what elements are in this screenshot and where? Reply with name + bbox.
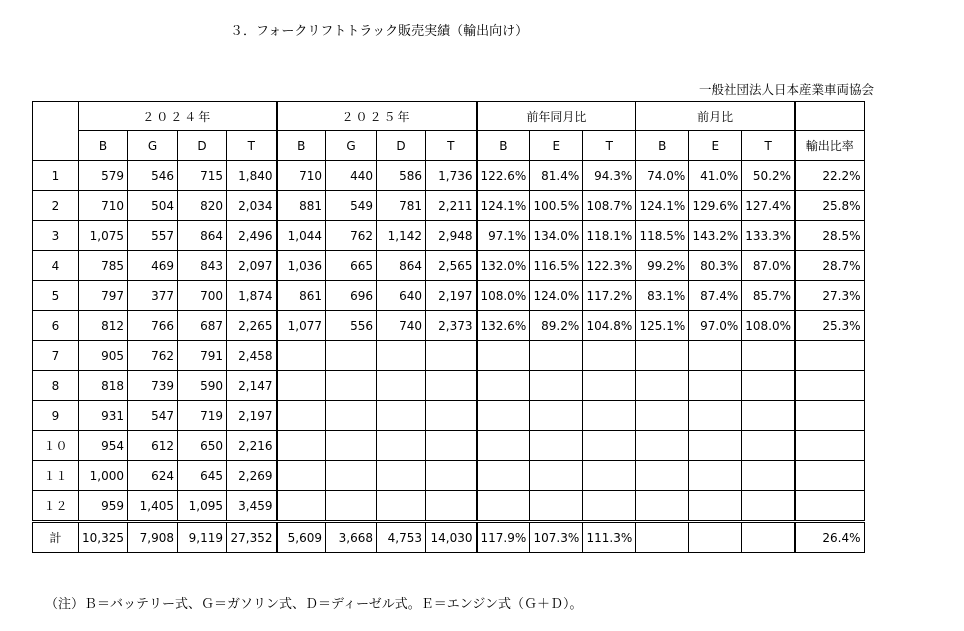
cell-mom [636, 522, 689, 553]
sub-header-2025-t: T [426, 131, 477, 161]
cell-2024: 3,459 [227, 491, 277, 522]
ratio-header: 輸出比率 [795, 131, 864, 161]
cell-mom: 108.0% [742, 311, 795, 341]
table-row [33, 341, 865, 371]
cell-2025: 762 [326, 221, 377, 251]
sub-header-2024-g: G [128, 131, 178, 161]
cell-2025 [326, 461, 377, 491]
cell-2025: 2,565 [426, 251, 477, 281]
cell-2025: 2,948 [426, 221, 477, 251]
cell-mom: 129.6% [689, 191, 742, 221]
sub-header-2024-b: B [79, 131, 128, 161]
cell-2024: 2,265 [227, 311, 277, 341]
cell-2024: 739 [128, 371, 178, 401]
cell-2025 [277, 491, 326, 522]
cell-2024: 762 [128, 341, 178, 371]
cell-mom [689, 371, 742, 401]
cell-2024: 590 [178, 371, 227, 401]
cell-2025: 710 [277, 161, 326, 191]
cell-mom [689, 522, 742, 553]
cell-2025 [377, 371, 426, 401]
cell-mom: 124.1% [636, 191, 689, 221]
cell-mom: 125.1% [636, 311, 689, 341]
sub-header-mom-t: T [742, 131, 795, 161]
cell-2024: 27,352 [227, 522, 277, 553]
cell-2025 [377, 431, 426, 461]
cell-2024: 820 [178, 191, 227, 221]
cell-yoy [477, 491, 530, 522]
cell-mom: 99.2% [636, 251, 689, 281]
cell-mom [742, 401, 795, 431]
cell-2024: 1,000 [79, 461, 128, 491]
cell-2025: 4,753 [377, 522, 426, 553]
cell-yoy: 117.2% [583, 281, 636, 311]
sub-header-yoy-t: T [583, 131, 636, 161]
row-label: 3 [33, 221, 79, 251]
cell-mom [742, 371, 795, 401]
cell-2024: 1,075 [79, 221, 128, 251]
cell-export-ratio: 27.3% [795, 281, 864, 311]
cell-yoy [530, 431, 583, 461]
cell-2025 [377, 491, 426, 522]
cell-2024: 1,840 [227, 161, 277, 191]
row-label: １０ [33, 431, 79, 461]
cell-yoy [530, 491, 583, 522]
sub-header-2025-b: B [277, 131, 326, 161]
cell-mom [742, 431, 795, 461]
group-header-2024: ２０２４年 [79, 102, 277, 131]
cell-2025: 696 [326, 281, 377, 311]
cell-yoy: 111.3% [583, 522, 636, 553]
cell-yoy: 108.7% [583, 191, 636, 221]
cell-mom: 80.3% [689, 251, 742, 281]
cell-2024: 812 [79, 311, 128, 341]
cell-2025: 440 [326, 161, 377, 191]
cell-2025: 1,044 [277, 221, 326, 251]
cell-export-ratio [795, 491, 864, 522]
cell-export-ratio: 25.3% [795, 311, 864, 341]
row-label: 6 [33, 311, 79, 341]
cell-export-ratio: 28.7% [795, 251, 864, 281]
sub-header-mom-b: B [636, 131, 689, 161]
cell-2025 [426, 491, 477, 522]
cell-2024: 931 [79, 401, 128, 431]
cell-mom: 83.1% [636, 281, 689, 311]
cell-mom [636, 341, 689, 371]
cell-yoy: 124.1% [477, 191, 530, 221]
cell-mom [636, 371, 689, 401]
cell-export-ratio: 22.2% [795, 161, 864, 191]
row-label: １２ [33, 491, 79, 522]
cell-2025: 1,036 [277, 251, 326, 281]
table-row [33, 371, 865, 401]
cell-mom: 87.4% [689, 281, 742, 311]
cell-yoy [583, 371, 636, 401]
cell-2024: 954 [79, 431, 128, 461]
cell-yoy [477, 341, 530, 371]
cell-yoy: 107.3% [530, 522, 583, 553]
cell-yoy: 132.6% [477, 311, 530, 341]
total-row [33, 522, 865, 553]
table-row [33, 251, 865, 281]
cell-yoy: 89.2% [530, 311, 583, 341]
cell-export-ratio [795, 431, 864, 461]
table-row [33, 311, 865, 341]
cell-2025: 1,077 [277, 311, 326, 341]
cell-yoy [530, 341, 583, 371]
cell-export-ratio [795, 341, 864, 371]
cell-2024: 905 [79, 341, 128, 371]
table-row [33, 491, 865, 522]
cell-yoy: 132.0% [477, 251, 530, 281]
cell-yoy: 134.0% [530, 221, 583, 251]
cell-yoy: 122.3% [583, 251, 636, 281]
table-row [33, 161, 865, 191]
cell-yoy [477, 371, 530, 401]
cell-2024: 959 [79, 491, 128, 522]
cell-2024: 377 [128, 281, 178, 311]
group-header-yoy: 前年同月比 [477, 102, 636, 131]
cell-mom: 50.2% [742, 161, 795, 191]
cell-2025: 556 [326, 311, 377, 341]
cell-2025 [277, 431, 326, 461]
cell-mom: 74.0% [636, 161, 689, 191]
cell-mom [636, 431, 689, 461]
row-label: 2 [33, 191, 79, 221]
table-row [33, 401, 865, 431]
cell-yoy: 94.3% [583, 161, 636, 191]
cell-2025: 881 [277, 191, 326, 221]
cell-mom: 133.3% [742, 221, 795, 251]
cell-mom [689, 431, 742, 461]
table-row [33, 221, 865, 251]
cell-2025: 640 [377, 281, 426, 311]
cell-2024: 785 [79, 251, 128, 281]
cell-2024: 504 [128, 191, 178, 221]
cell-yoy: 81.4% [530, 161, 583, 191]
row-label: 1 [33, 161, 79, 191]
cell-2025 [426, 401, 477, 431]
cell-mom: 143.2% [689, 221, 742, 251]
sub-header-2025-g: G [326, 131, 377, 161]
cell-mom: 97.0% [689, 311, 742, 341]
cell-yoy [530, 371, 583, 401]
cell-2024: 864 [178, 221, 227, 251]
cell-2025: 861 [277, 281, 326, 311]
cell-2024: 719 [178, 401, 227, 431]
cell-mom [742, 461, 795, 491]
cell-mom: 118.5% [636, 221, 689, 251]
cell-2024: 2,147 [227, 371, 277, 401]
cell-2024: 687 [178, 311, 227, 341]
footnote: （注）Ｂ＝バッテリー式、Ｇ＝ガソリン式、Ｄ＝ディーゼル式。Ｅ＝エンジン式（Ｇ＋Ｄ）。 [45, 597, 583, 612]
cell-mom: 87.0% [742, 251, 795, 281]
sub-header-2025-d: D [377, 131, 426, 161]
cell-mom [689, 461, 742, 491]
cell-2024: 1,874 [227, 281, 277, 311]
cell-yoy [583, 341, 636, 371]
table-row [33, 461, 865, 491]
cell-2025 [326, 401, 377, 431]
cell-mom [636, 401, 689, 431]
cell-yoy [583, 461, 636, 491]
organization-name: 一般社団法人日本産業車両協会 [698, 82, 874, 97]
cell-2025 [426, 431, 477, 461]
cell-2025 [277, 341, 326, 371]
cell-2024: 624 [128, 461, 178, 491]
cell-2025 [277, 461, 326, 491]
table-row [33, 431, 865, 461]
cell-2024: 818 [79, 371, 128, 401]
sub-header-2024-d: D [178, 131, 227, 161]
cell-2025: 5,609 [277, 522, 326, 553]
cell-2024: 2,269 [227, 461, 277, 491]
sub-header-mom-e: E [689, 131, 742, 161]
group-header-2025: ２０２５年 [277, 102, 477, 131]
cell-2025: 1,736 [426, 161, 477, 191]
cell-2024: 2,097 [227, 251, 277, 281]
cell-2024: 469 [128, 251, 178, 281]
cell-2025: 864 [377, 251, 426, 281]
cell-yoy: 117.9% [477, 522, 530, 553]
cell-mom [636, 461, 689, 491]
cell-2024: 557 [128, 221, 178, 251]
cell-yoy [477, 461, 530, 491]
cell-yoy: 124.0% [530, 281, 583, 311]
cell-2025: 586 [377, 161, 426, 191]
cell-2024: 2,496 [227, 221, 277, 251]
cell-export-ratio [795, 371, 864, 401]
cell-export-ratio [795, 401, 864, 431]
cell-2025: 549 [326, 191, 377, 221]
cell-yoy: 108.0% [477, 281, 530, 311]
cell-2025: 665 [326, 251, 377, 281]
cell-2024: 715 [178, 161, 227, 191]
cell-export-ratio [795, 461, 864, 491]
cell-2024: 2,034 [227, 191, 277, 221]
cell-mom: 127.4% [742, 191, 795, 221]
month-header-cell [33, 102, 79, 161]
page-title: ３．フォークリフトトラック販売実績（輸出向け） [230, 24, 529, 39]
cell-2024: 710 [79, 191, 128, 221]
cell-mom [689, 341, 742, 371]
cell-2025 [426, 461, 477, 491]
cell-export-ratio: 28.5% [795, 221, 864, 251]
table-row [33, 281, 865, 311]
cell-mom [742, 341, 795, 371]
row-label: １１ [33, 461, 79, 491]
cell-2024: 645 [178, 461, 227, 491]
table-row [33, 191, 865, 221]
cell-yoy [530, 401, 583, 431]
cell-2024: 9,119 [178, 522, 227, 553]
sub-header-2024-t: T [227, 131, 277, 161]
cell-2025 [326, 491, 377, 522]
row-label: 5 [33, 281, 79, 311]
row-label: 計 [33, 522, 79, 553]
cell-2024: 2,216 [227, 431, 277, 461]
row-label: 4 [33, 251, 79, 281]
header-row-groups [33, 102, 865, 131]
cell-2025 [277, 371, 326, 401]
cell-2025: 740 [377, 311, 426, 341]
cell-2025 [326, 371, 377, 401]
cell-2024: 650 [178, 431, 227, 461]
cell-mom [689, 491, 742, 522]
sub-header-yoy-e: E [530, 131, 583, 161]
cell-2024: 1,095 [178, 491, 227, 522]
cell-2025 [377, 461, 426, 491]
cell-2025 [426, 341, 477, 371]
cell-mom: 41.0% [689, 161, 742, 191]
cell-2024: 579 [79, 161, 128, 191]
cell-yoy [477, 401, 530, 431]
cell-2025: 2,197 [426, 281, 477, 311]
cell-2025: 781 [377, 191, 426, 221]
cell-export-ratio: 25.8% [795, 191, 864, 221]
cell-2025 [377, 341, 426, 371]
ratio-header-top [795, 102, 864, 131]
cell-2024: 10,325 [79, 522, 128, 553]
cell-yoy [477, 431, 530, 461]
cell-yoy [583, 491, 636, 522]
cell-2025 [326, 341, 377, 371]
cell-mom [636, 491, 689, 522]
cell-2024: 7,908 [128, 522, 178, 553]
cell-2024: 2,458 [227, 341, 277, 371]
group-header-mom: 前月比 [636, 102, 795, 131]
cell-2024: 546 [128, 161, 178, 191]
row-label: 8 [33, 371, 79, 401]
cell-2025: 2,211 [426, 191, 477, 221]
cell-mom: 85.7% [742, 281, 795, 311]
sub-header-yoy-b: B [477, 131, 530, 161]
cell-2024: 766 [128, 311, 178, 341]
cell-yoy: 104.8% [583, 311, 636, 341]
cell-mom [742, 522, 795, 553]
cell-yoy: 122.6% [477, 161, 530, 191]
cell-yoy: 118.1% [583, 221, 636, 251]
cell-export-ratio: 26.4% [795, 522, 864, 553]
cell-yoy: 97.1% [477, 221, 530, 251]
row-label: 9 [33, 401, 79, 431]
cell-2025: 2,373 [426, 311, 477, 341]
cell-2024: 797 [79, 281, 128, 311]
row-label: 7 [33, 341, 79, 371]
cell-2025 [277, 401, 326, 431]
cell-2024: 1,405 [128, 491, 178, 522]
cell-2024: 700 [178, 281, 227, 311]
cell-mom [689, 401, 742, 431]
cell-yoy [530, 461, 583, 491]
cell-2025 [326, 431, 377, 461]
cell-2025: 3,668 [326, 522, 377, 553]
cell-2024: 547 [128, 401, 178, 431]
cell-2025 [426, 371, 477, 401]
sales-table [32, 101, 865, 553]
cell-2024: 843 [178, 251, 227, 281]
cell-2024: 2,197 [227, 401, 277, 431]
cell-2024: 791 [178, 341, 227, 371]
cell-2025: 1,142 [377, 221, 426, 251]
cell-yoy [583, 431, 636, 461]
cell-yoy [583, 401, 636, 431]
cell-2025: 14,030 [426, 522, 477, 553]
cell-yoy: 100.5% [530, 191, 583, 221]
header-row-sub [33, 131, 865, 161]
cell-yoy: 116.5% [530, 251, 583, 281]
cell-mom [742, 491, 795, 522]
cell-2024: 612 [128, 431, 178, 461]
cell-2025 [377, 401, 426, 431]
